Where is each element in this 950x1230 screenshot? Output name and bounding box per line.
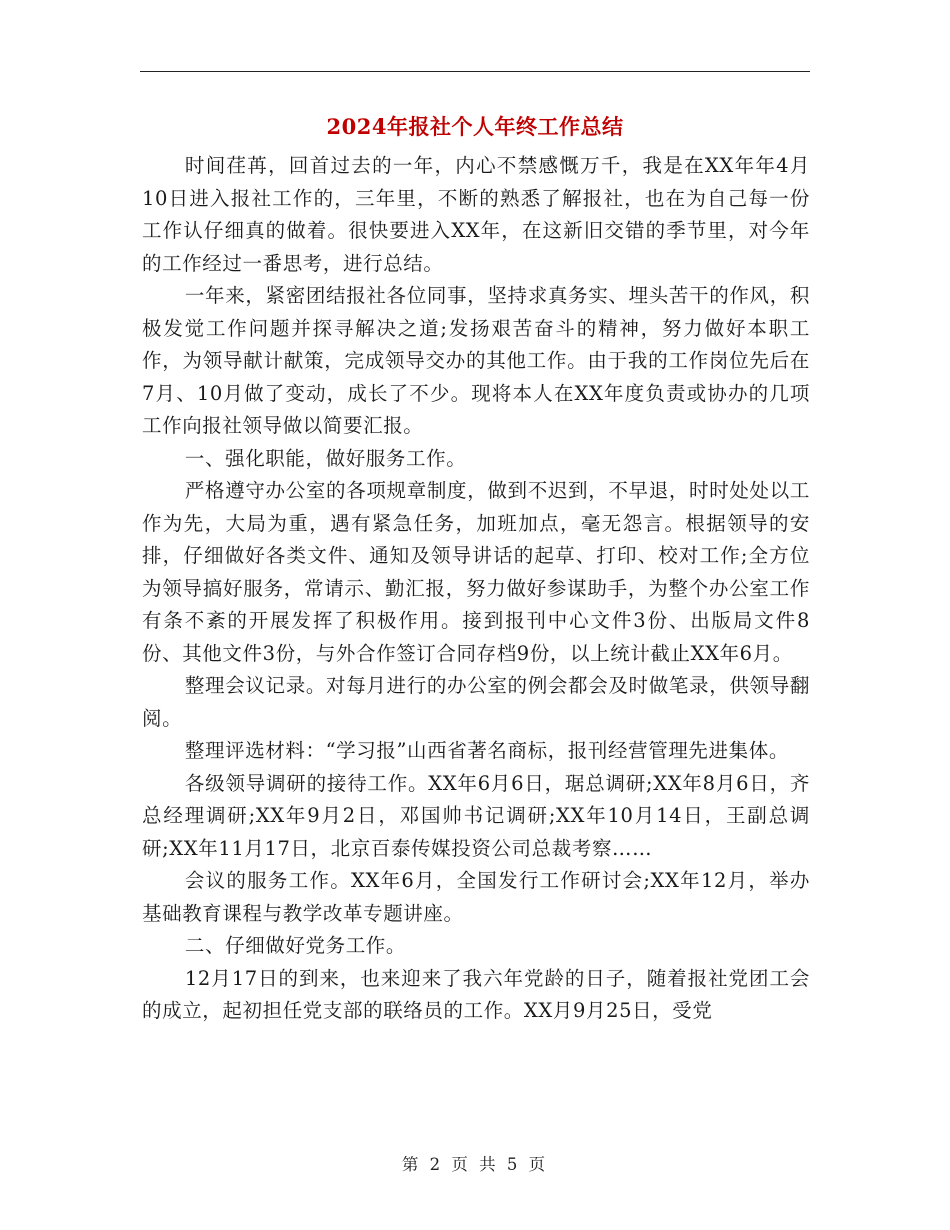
paragraph-leader-visits: 各级领导调研的接待工作。XX年6月6日，琚总调研;XX年8月6日，齐总经理调研;XX年9月2日，邓国帅书记调研;XX年10月14日，王副总调研;XX年11月17日，北京百泰传媒投资公司总裁考察…… [142, 771, 810, 860]
section-heading-two: 二、仔细做好党务工作。 [184, 934, 406, 957]
paragraph-party-work: 12月17日的到来，也来迎来了我六年党龄的日子，随着报社党团工会的成立，起初担任党支部的联络员的工作。XX月9月25日，受党 [142, 966, 810, 1022]
paragraph-meeting-records: 整理会议记录。对每月进行的办公室的例会都会及时做笔录，供领导翻阅。 [142, 674, 810, 730]
paragraph-award-materials: 整理评选材料：“学习报”山西省著名商标，报刊经营管理先进集体。 [184, 739, 789, 762]
document-title: 2024年报社个人年终工作总结 [326, 114, 624, 139]
header-rule [140, 71, 810, 72]
paragraph-overview: 一年来，紧密团结报社各位同事，坚持求真务实、埋头苦干的作风，积极发觉工作问题并探寻解决之道;发扬艰苦奋斗的精神，努力做好本职工作，为领导献计献策，完成领导交办的其他工作。由于我的工作岗位先后在7月、10月做了变动，成长了不少。现将本人在XX年度负责或协办的几项工作向报社领导做以简要汇报。 [142, 284, 810, 437]
section-heading-one: 一、强化职能，做好服务工作。 [184, 446, 467, 470]
paragraph-intro: 时间荏苒，回首过去的一年，内心不禁感慨万千，我是在XX年年4月10日进入报社工作的，三年里，不断的熟悉了解报社，也在为自己每一份工作认仔细真的做着。很快要进入XX年，在这新旧交错的季节里，对今年的工作经过一番思考，进行总结。 [142, 154, 810, 275]
document-body [142, 150, 810, 1028]
page-number-footer: 第 2 页 共 5 页 [401, 1155, 549, 1174]
paragraph-office-duties: 严格遵守办公室的各项规章制度，做到不迟到，不早退，时时处处以工作为先，大局为重，遇有紧急任务，加班加点，毫无怨言。根据领导的安排，仔细做好各类文件、通知及领导讲话的起草、打印、校对工作;全方位为领导搞好服务，常请示、勤汇报，努力做好参谋助手，为整个办公室工作有条不紊的开展发挥了积极作用。接到报刊中心文件3份、出版局文件8份、其他文件3份，与外合作签订合同存档9份，以上统计截止XX年6月。 [142, 479, 810, 665]
paragraph-meeting-service: 会议的服务工作。XX年6月，全国发行工作研讨会;XX年12月，举办基础教育课程与教学改革专题讲座。 [142, 869, 810, 925]
